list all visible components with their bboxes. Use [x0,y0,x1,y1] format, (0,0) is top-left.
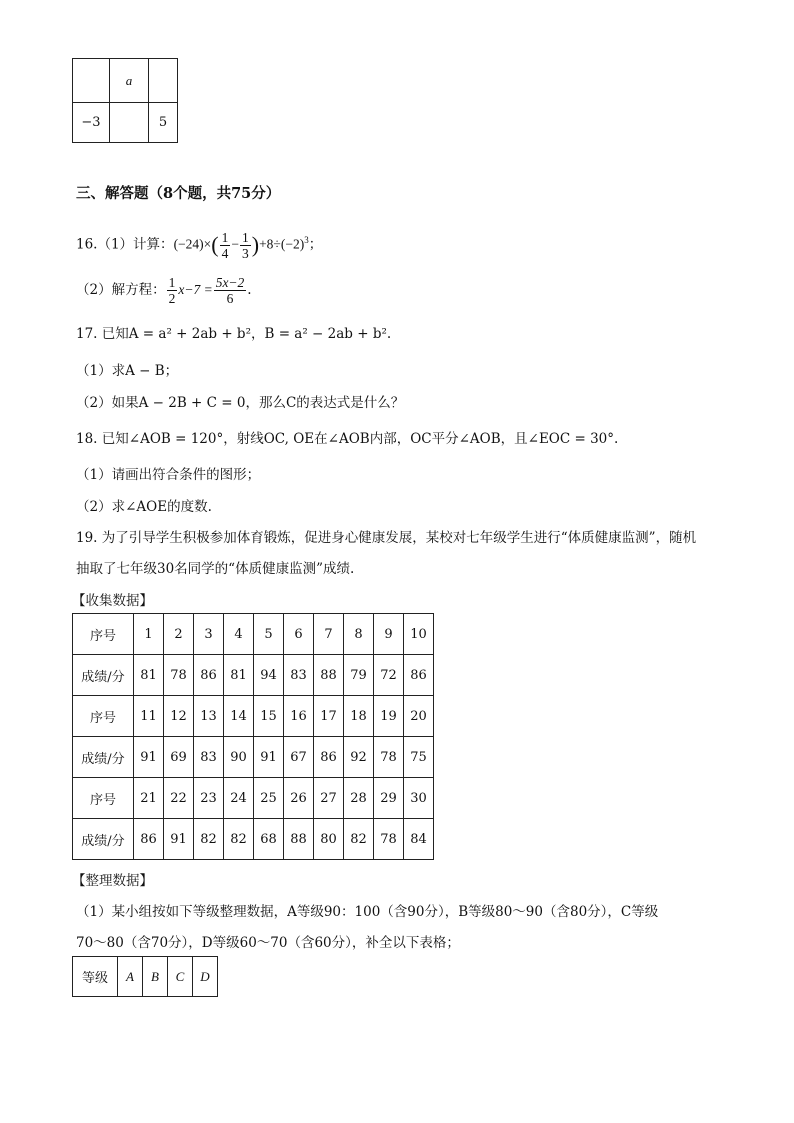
section-title: 三、解答题（8个题，共75分） [76,185,281,202]
minus-sign: − [231,236,239,252]
fraction-denominator: 4 [221,245,229,261]
table-cell: 84 [404,819,434,860]
table-cell: 9 [374,614,404,655]
q17-part2: （2）如果A − 2B + C = 0，那么C的表达式是什么？ [76,395,405,411]
table-cell: 69 [164,737,194,778]
table-cell: 18 [344,696,374,737]
q16-part1 [76,222,323,261]
table-cell: 83 [284,655,314,696]
grade-cell: A [118,957,143,997]
table-cell: 27 [314,778,344,819]
table-row [73,696,434,737]
fraction-denominator: 6 [226,291,234,306]
fraction-numerator: 1 [221,229,229,245]
row-header-cell: 成绩/分 [73,655,134,696]
fraction [214,275,247,306]
top-table-cell: −3 [73,103,110,143]
table-cell: 19 [374,696,404,737]
right-paren: ) [251,232,260,257]
equation-middle: x−7 = [178,282,213,297]
q17-part1: （1）求A − B； [76,363,179,379]
punctuation: . [247,282,252,298]
q17-stem: 17. 已知A = a² + 2ab + b²，B = a² − 2ab + b². [76,326,392,342]
table-cell: 11 [134,696,164,737]
top-table-cell: a [110,59,149,103]
row-header-cell: 序号 [73,614,134,655]
top-table-cell [149,59,178,103]
table-cell: 6 [284,614,314,655]
table-cell: 82 [344,819,374,860]
table-cell: 13 [194,696,224,737]
row-header-cell: 成绩/分 [73,737,134,778]
collect-data-title: 【收集数据】 [72,593,153,609]
left-paren: ( [211,232,219,257]
table-cell: 88 [314,655,344,696]
organize-line1: （1）某小组按如下等级整理数据，A等级90：100（含90分），B等级80～90（含80分），C等级 [76,904,659,920]
q18-part2: （2）求∠AOE的度数. [76,499,212,515]
table-cell: 2 [164,614,194,655]
q19-stem-line2: 抽取了七年级30名同学的“体质健康监测”成绩. [76,561,355,577]
table-cell: 1 [134,614,164,655]
top-table [72,58,178,143]
grade-cell: C [168,957,193,997]
table-cell: 3 [194,614,224,655]
table-cell: 12 [164,696,194,737]
table-cell: 75 [404,737,434,778]
punctuation: ； [308,236,323,253]
q16-p1-expr-a: (−24)× [173,236,212,252]
fraction-numerator: 1 [241,229,249,245]
table-cell: 86 [194,655,224,696]
table-cell: 90 [224,737,254,778]
table-cell: 78 [374,819,404,860]
table-cell: 94 [254,655,284,696]
top-table-cell [73,59,110,103]
q16-part2 [76,272,252,308]
table-cell: 17 [314,696,344,737]
table-cell: 26 [284,778,314,819]
table-cell: 8 [344,614,374,655]
table-cell: 14 [224,696,254,737]
fraction-numerator: 5x−2 [215,275,245,290]
table-cell: 28 [344,778,374,819]
table-cell: 7 [314,614,344,655]
fraction-denominator: 2 [168,291,176,306]
table-cell: 91 [134,737,164,778]
table-cell: 15 [254,696,284,737]
table-row [73,614,434,655]
table-cell: 5 [254,614,284,655]
q16-p1-prefix: 16.（1）计算： [76,236,174,253]
fraction [220,230,231,261]
fraction-denominator: 3 [241,245,249,261]
table-cell: 81 [224,655,254,696]
top-table-cell: 5 [149,103,178,143]
organize-line2: 70～80（含70分），D等级60～70（含60分），补全以下表格； [76,935,460,951]
exponent: 3 [304,235,309,245]
table-cell: 92 [344,737,374,778]
fraction [240,230,251,261]
table-cell: 86 [134,819,164,860]
q19-stem-line1: 19. 为了引导学生积极参加体育锻炼，促进身心健康发展，某校对七年级学生进行“体质健康监测”，随机 [76,530,697,546]
grade-cell: D [193,957,218,997]
table-cell: 78 [164,655,194,696]
table-cell: 82 [224,819,254,860]
table-cell: 67 [284,737,314,778]
organize-data-title: 【整理数据】 [72,873,153,889]
table-cell: 72 [374,655,404,696]
grade-header-cell: 等级 [73,957,118,997]
table-row [73,819,434,860]
table-cell: 88 [284,819,314,860]
table-cell: 83 [194,737,224,778]
q16-p2-prefix: （2）解方程： [76,282,166,298]
table-cell: 86 [314,737,344,778]
row-header-cell: 成绩/分 [73,819,134,860]
table-cell: 86 [404,655,434,696]
table-cell: 10 [404,614,434,655]
row-header-cell: 序号 [73,778,134,819]
q18-stem: 18. 已知∠AOB = 120°，射线OC, OE在∠AOB内部，OC平分∠AOB，且∠EOC = 30°. [76,431,619,447]
table-cell: 91 [254,737,284,778]
fraction-numerator: 1 [168,275,176,290]
table-row [73,655,434,696]
table-cell: 80 [314,819,344,860]
top-table-cell [110,103,149,143]
table-cell: 16 [284,696,314,737]
table-cell: 82 [194,819,224,860]
table-cell: 30 [404,778,434,819]
table-row [73,778,434,819]
fraction [167,275,178,306]
table-cell: 24 [224,778,254,819]
row-header-cell: 序号 [73,696,134,737]
table-cell: 78 [374,737,404,778]
table-cell: 21 [134,778,164,819]
table-cell: 91 [164,819,194,860]
q18-part1: （1）请画出符合条件的图形； [76,467,261,483]
table-cell: 79 [344,655,374,696]
grade-cell: B [143,957,168,997]
score-data-table [72,613,434,860]
table-cell: 81 [134,655,164,696]
table-cell: 25 [254,778,284,819]
table-cell: 23 [194,778,224,819]
table-cell: 4 [224,614,254,655]
table-row [73,737,434,778]
q16-p1-expr-b: +8÷(−2) [259,236,305,252]
grade-table [72,956,218,997]
table-cell: 20 [404,696,434,737]
table-cell: 29 [374,778,404,819]
table-cell: 68 [254,819,284,860]
table-cell: 22 [164,778,194,819]
